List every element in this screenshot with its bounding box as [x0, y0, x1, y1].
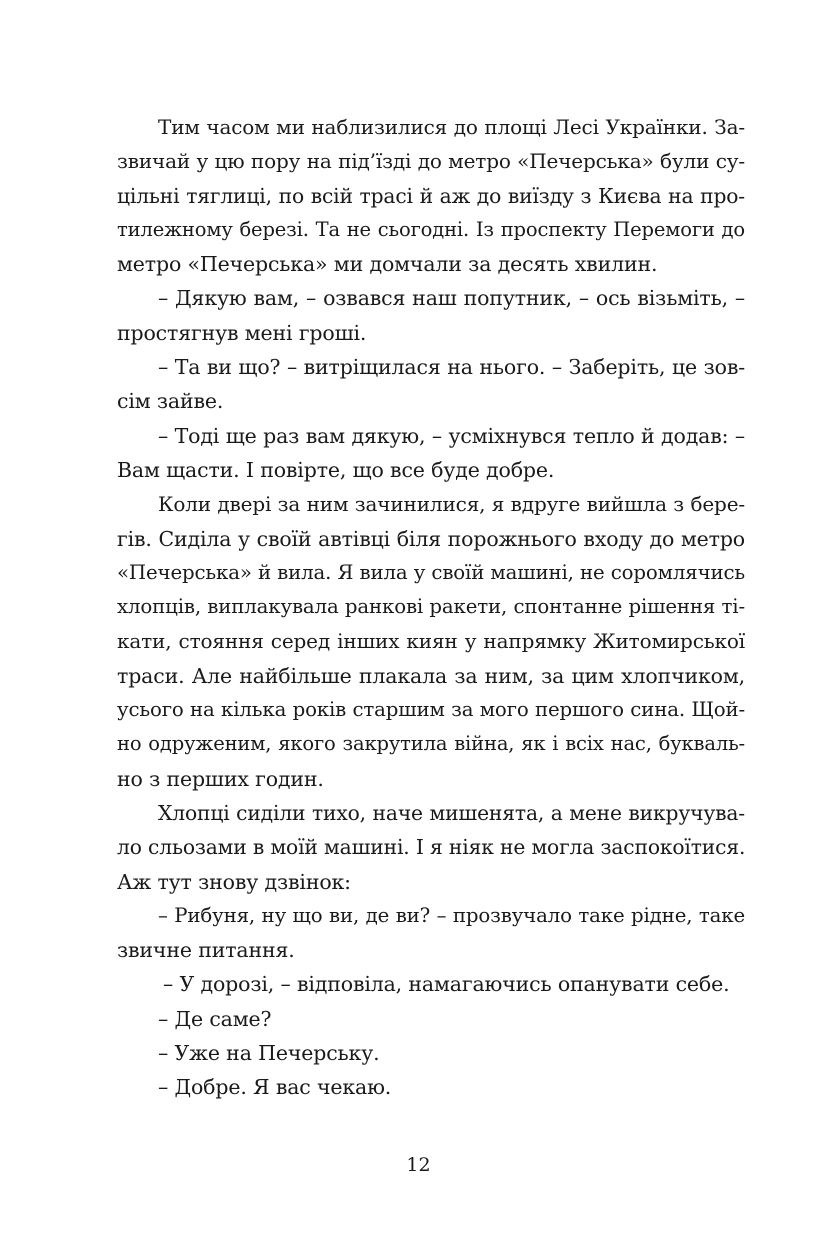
text-line: – У дорозі, – відповіла, намагаючись опанувати себе.: [163, 972, 730, 997]
text-line: – Де саме?: [158, 1006, 272, 1031]
text-line: звичне питання.: [117, 938, 295, 963]
text-line: – Уже на Печерську.: [158, 1041, 380, 1066]
page-body: [117, 110, 745, 1105]
text-line: Вам щасти. І повірте, що все буде добре.: [117, 457, 555, 482]
text-line: цільні тяглиці, по всій трасі й аж до виїзду з Києва на про-: [117, 183, 745, 208]
text-line: – Рибуня, ну що ви, де ви? – прозвучало таке рідне, таке: [158, 903, 745, 927]
text-line: гів. Сиділа у своїй автівці біля порожнього входу до метро: [117, 526, 745, 551]
text-line: Аж тут знову дзвінок:: [117, 869, 351, 894]
text-line: звичай у цю пору на під’їзді до метро «Печерська» були су-: [117, 149, 745, 174]
text-line: Тим часом ми наблизилися до площі Лесі Українки. За-: [158, 115, 745, 139]
text-line: Хлопці сиділи тихо, наче мишенята, а мене викручува-: [158, 800, 745, 825]
text-line: метро «Печерська» ми домчали за десять хвилин.: [117, 252, 658, 277]
text-line: хлопців, виплакувала ранкові ракети, спонтанне рішення ті-: [117, 595, 745, 619]
text-line: Коли двері за ним зачинилися, я вдруге вийшла з бере-: [158, 492, 745, 517]
text-line: – Добре. Я вас чекаю.: [158, 1075, 392, 1100]
text-line: усього на кілька років старшим за мого першого сина. Щой-: [117, 698, 745, 722]
text-line: траси. Але найбільше плакала за ним, за цим хлопчиком,: [117, 663, 745, 688]
text-line: простягнув мені гроші.: [117, 320, 367, 345]
text-line: ло сльозами в моїй машині. І я ніяк не могла заспокоїтися.: [117, 835, 746, 860]
text-line: кати, стояння серед інших киян у напрямку Житомирської: [117, 629, 745, 654]
text-line: но одруженим, якого закрутила війна, як і всіх нас, букваль-: [117, 732, 745, 756]
text-line: – Тоді ще раз вам дякую, – усміхнувся тепло й додав: –: [158, 423, 745, 448]
text-line: «Печерська» й вила. Я вила у своїй машині, не соромлячись: [117, 560, 745, 584]
text-line: сім зайве.: [117, 389, 224, 414]
text-line: тилежному березі. Та не сьогодні. Із проспекту Перемоги до: [117, 217, 745, 241]
text-line: но з перших годин.: [117, 766, 324, 791]
text-line: – Дякую вам, – озвався наш попутник, – ось візьміть, –: [158, 286, 745, 311]
text-line: – Та ви що? – витріщилася на нього. – Заберіть, це зов-: [158, 355, 745, 380]
page-number: 12: [406, 1154, 431, 1176]
